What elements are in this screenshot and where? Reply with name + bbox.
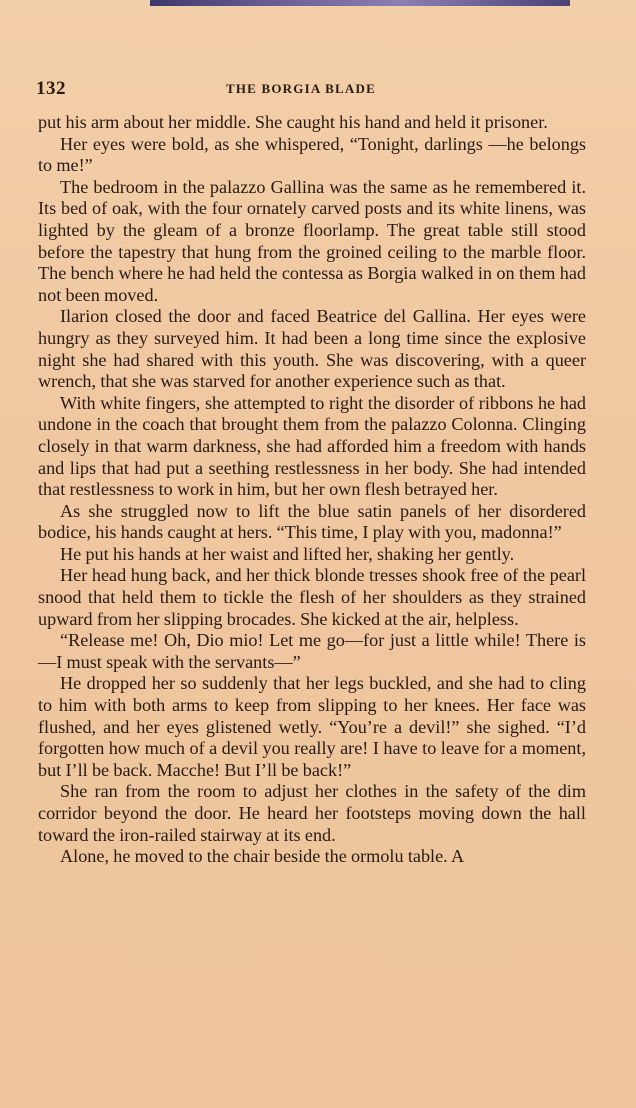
cover-edge-strip [150,0,570,6]
paragraph: “Release me! Oh, Dio mio! Let me go—for just a little while! There is—I must speak with the servants—” [38,630,586,672]
paragraph: Her head hung back, and her thick blonde tresses shook free of the pearl snood that held them to tickle the flesh of her shoulders as they strained upward from her slipping brocades. She kicked at the air, helpless. [38,565,586,629]
paragraph: She ran from the room to adjust her clothes in the safety of the dim corridor beyond the door. He heard her footsteps moving down the hall toward the iron-railed stairway at its end. [38,781,586,845]
paragraph: The bedroom in the palazzo Gallina was the same as he remembered it. Its bed of oak, with the four ornately carved posts and its white linens, was lighted by the gleam of a bronze floorlamp. The great table still stood before the tapestry that hung from the groined ceiling to the marble floor. The bench where he had held the contessa as Borgia walked in on them had not been moved. [38,176,586,305]
paragraph: put his arm about her middle. She caught his hand and held it prisoner. [38,112,548,132]
paragraph: Alone, he moved to the chair beside the ormolu table. A [60,846,465,867]
body-text [38,112,586,868]
paragraph: Ilarion closed the door and faced Beatrice del Gallina. Her eyes were hungry as they surveyed him. It had been a long time since the explosive night she had shared with this youth. She was discovering, with a queer wrench, that she was starved for another experience such as that. [38,306,586,392]
paragraph: He dropped her so suddenly that her legs buckled, and she had to cling to him with both arms to keep from slipping to her knees. Her face was flushed, and her eyes glistened wetly. “You’re a devil!” she sighed. “I’d forgotten how much of a devil you really are! I have to leave for a moment, but I’ll be back. Macche! But I’ll be back!” [38,673,586,780]
paragraph: With white fingers, she attempted to right the disorder of ribbons he had undone in the coach that brought them from the palazzo Colonna. Clinging closely in that warm darkness, she had afforded him a freedom with hands and lips that had put a seething restlessness in her body. She had intended that restlessness to work in him, but her own flesh betrayed her. [38,392,586,500]
page-header [36,78,596,102]
paragraph: He put his hands at her waist and lifted her, shaking her gently. [60,543,515,564]
page-number: 132 [36,78,66,99]
paragraph: As she struggled now to lift the blue satin panels of her disordered bodice, his hands caught at hers. “This time, I play with you, madonna!” [38,500,586,543]
paragraph: Her eyes were bold, as she whispered, “Tonight, darlings —he belongs to me!” [38,133,586,176]
running-title: THE BORGIA BLADE [226,81,376,96]
